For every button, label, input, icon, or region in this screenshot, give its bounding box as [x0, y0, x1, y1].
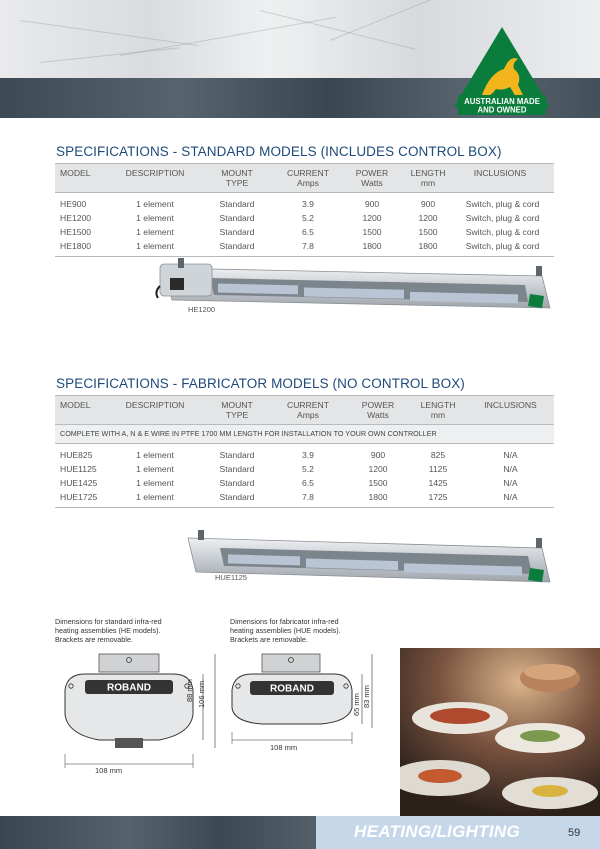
cell-description: 1 element: [136, 478, 174, 488]
cell-mount: Standard: [219, 227, 255, 237]
col-power-sub: Watts: [361, 178, 383, 188]
fabricator-height-83-label: 83 mm: [362, 685, 371, 708]
logo-line1: AUSTRALIAN MADE: [464, 97, 540, 106]
table-row: [55, 197, 554, 211]
cell-power: 1500: [362, 227, 382, 237]
fabricator-table-header: [55, 395, 554, 425]
page-number: 59: [568, 827, 581, 839]
cell-power: 1800: [368, 492, 388, 502]
cell-inclusions: Switch, plug & cord: [465, 213, 540, 223]
cell-length: 1425: [428, 478, 448, 488]
table-row: [55, 239, 554, 253]
cell-power: 900: [364, 199, 380, 209]
cell-model: HE1200: [60, 213, 92, 223]
standard-height-106-label: 106 mm: [197, 680, 206, 708]
dim-text-line: Dimensions for fabricator infra-red: [230, 617, 339, 626]
standard-dimension-drawing: [55, 650, 225, 775]
cell-description: 1 element: [136, 492, 174, 502]
cell-mount: Standard: [219, 213, 255, 223]
col-current: [278, 168, 338, 188]
cell-inclusions: N/A: [503, 450, 518, 460]
cell-description: 1 element: [136, 213, 174, 223]
hue1125-caption: HUE1125: [215, 573, 247, 582]
col-length-label: LENGTH: [420, 400, 456, 410]
col-length-label: LENGTH: [410, 168, 446, 178]
cell-power: 1200: [362, 213, 382, 223]
fabricator-dimension-drawing: [228, 650, 398, 760]
cell-current: 7.8: [302, 492, 314, 502]
cell-mount: Standard: [219, 199, 255, 209]
col-current-sub: Amps: [297, 178, 319, 188]
footer-dark-strip: [0, 816, 316, 849]
cell-current: 5.2: [302, 464, 314, 474]
cell-mount: Standard: [219, 241, 255, 251]
roband-brand-label: ROBAND: [107, 682, 151, 694]
cell-mount: Standard: [219, 464, 255, 474]
standard-height-88-label: 88 mm: [185, 679, 194, 702]
col-power-label: POWER: [355, 168, 389, 178]
col-description: DESCRIPTION: [125, 400, 185, 410]
cell-inclusions: Switch, plug & cord: [465, 199, 540, 209]
standard-width-label: 108 mm: [95, 766, 123, 775]
col-inclusions: INCLUSIONS: [484, 400, 537, 410]
cell-inclusions: N/A: [503, 478, 518, 488]
cell-description: 1 element: [136, 227, 174, 237]
col-mount: [207, 400, 267, 420]
dim-text-line: Brackets are removable.: [230, 635, 308, 644]
cell-length: 1800: [418, 241, 438, 251]
cell-model: HUE1725: [60, 492, 98, 502]
table-row: [55, 448, 554, 462]
dim-text-line: Brackets are removable.: [55, 635, 133, 644]
standard-dimensions-text: [55, 617, 162, 644]
cell-power: 1500: [368, 478, 388, 488]
cell-model: HE1500: [60, 227, 92, 237]
he1200-caption: HE1200: [188, 305, 216, 314]
col-length: [410, 400, 466, 420]
cell-model: HE900: [60, 199, 87, 209]
col-mount: [207, 168, 267, 188]
logo-line2: AND OWNED: [477, 105, 527, 115]
col-power: [350, 400, 406, 420]
col-current-label: CURRENT: [286, 400, 329, 410]
standard-table-header: [55, 163, 554, 193]
cell-length: 1200: [418, 213, 438, 223]
cell-length: 825: [430, 450, 446, 460]
cell-description: 1 element: [136, 450, 174, 460]
table-row: [55, 476, 554, 490]
col-length: [400, 168, 456, 188]
cell-current: 6.5: [302, 478, 314, 488]
page-footer: [0, 816, 600, 849]
table-row: [55, 225, 554, 239]
cell-inclusions: Switch, plug & cord: [465, 227, 540, 237]
cell-model: HUE825: [60, 450, 93, 460]
cell-power: 1800: [362, 241, 382, 251]
cell-current: 3.9: [302, 450, 314, 460]
col-mount-sub: TYPE: [225, 178, 249, 188]
cell-mount: Standard: [219, 492, 255, 502]
table-row: [55, 462, 554, 476]
col-current-label: CURRENT: [286, 168, 329, 178]
table-row: [55, 490, 554, 504]
col-power-sub: Watts: [367, 410, 389, 420]
col-model: MODEL: [60, 400, 91, 410]
col-current-sub: Amps: [297, 410, 319, 420]
cell-power: 900: [370, 450, 386, 460]
col-mount-label: MOUNT: [221, 168, 253, 178]
cell-current: 7.8: [302, 241, 314, 251]
fabricator-height-65-label: 65 mm: [352, 693, 361, 716]
cell-inclusions: N/A: [503, 464, 518, 474]
cell-inclusions: N/A: [503, 492, 518, 502]
standard-section-title: SPECIFICATIONS - STANDARD MODELS (INCLUDES CONTROL BOX): [56, 144, 502, 159]
dim-text-line: heating assemblies (HUE models).: [230, 626, 341, 635]
col-length-sub: mm: [430, 410, 446, 420]
col-inclusions: INCLUSIONS: [473, 168, 527, 178]
roband-brand-label: ROBAND: [270, 683, 314, 695]
col-mount-label: MOUNT: [221, 400, 253, 410]
fabricator-section-title: SPECIFICATIONS - FABRICATOR MODELS (NO CONTROL BOX): [56, 376, 465, 391]
cell-current: 3.9: [302, 199, 314, 209]
footer-category-label: HEATING/LIGHTING: [354, 822, 520, 841]
cell-mount: Standard: [219, 450, 255, 460]
cell-length: 1500: [418, 227, 438, 237]
cell-inclusions: Switch, plug & cord: [465, 241, 540, 251]
fabricator-spec-table: [55, 395, 554, 508]
col-current: [278, 400, 338, 420]
australian-made-logo: [452, 25, 552, 117]
table-row: [55, 211, 554, 225]
cell-mount: Standard: [219, 478, 255, 488]
cell-description: 1 element: [136, 199, 174, 209]
standard-spec-table: [55, 163, 554, 257]
col-length-sub: mm: [420, 178, 436, 188]
cell-length: 1725: [428, 492, 448, 502]
restaurant-kitchen-photo: [400, 648, 600, 816]
col-power: [344, 168, 400, 188]
cell-current: 5.2: [302, 213, 314, 223]
cell-length: 1125: [428, 464, 448, 474]
col-mount-sub: TYPE: [225, 410, 249, 420]
cell-model: HE1800: [60, 241, 92, 251]
col-model: MODEL: [60, 168, 91, 178]
dim-text-line: heating assemblies (HE models).: [55, 626, 161, 635]
fabricator-note: COMPLETE WITH A, N & E WIRE IN PTFE 1700 MM LENGTH FOR INSTALLATION TO YOUR OWN CONTROLLER: [55, 425, 554, 444]
cell-power: 1200: [368, 464, 388, 474]
cell-current: 6.5: [302, 227, 314, 237]
cell-length: 900: [420, 199, 436, 209]
kangaroo-triangle-icon: [452, 25, 552, 117]
fabricator-dimensions-text: [230, 617, 341, 644]
fabricator-width-label: 108 mm: [270, 743, 298, 752]
cell-description: 1 element: [136, 464, 174, 474]
cell-model: HUE1425: [60, 478, 98, 488]
col-power-label: POWER: [361, 400, 395, 410]
cell-model: HUE1125: [60, 464, 97, 474]
cell-description: 1 element: [136, 241, 174, 251]
col-description: DESCRIPTION: [125, 168, 185, 178]
dim-text-line: Dimensions for standard infra-red: [55, 617, 162, 626]
